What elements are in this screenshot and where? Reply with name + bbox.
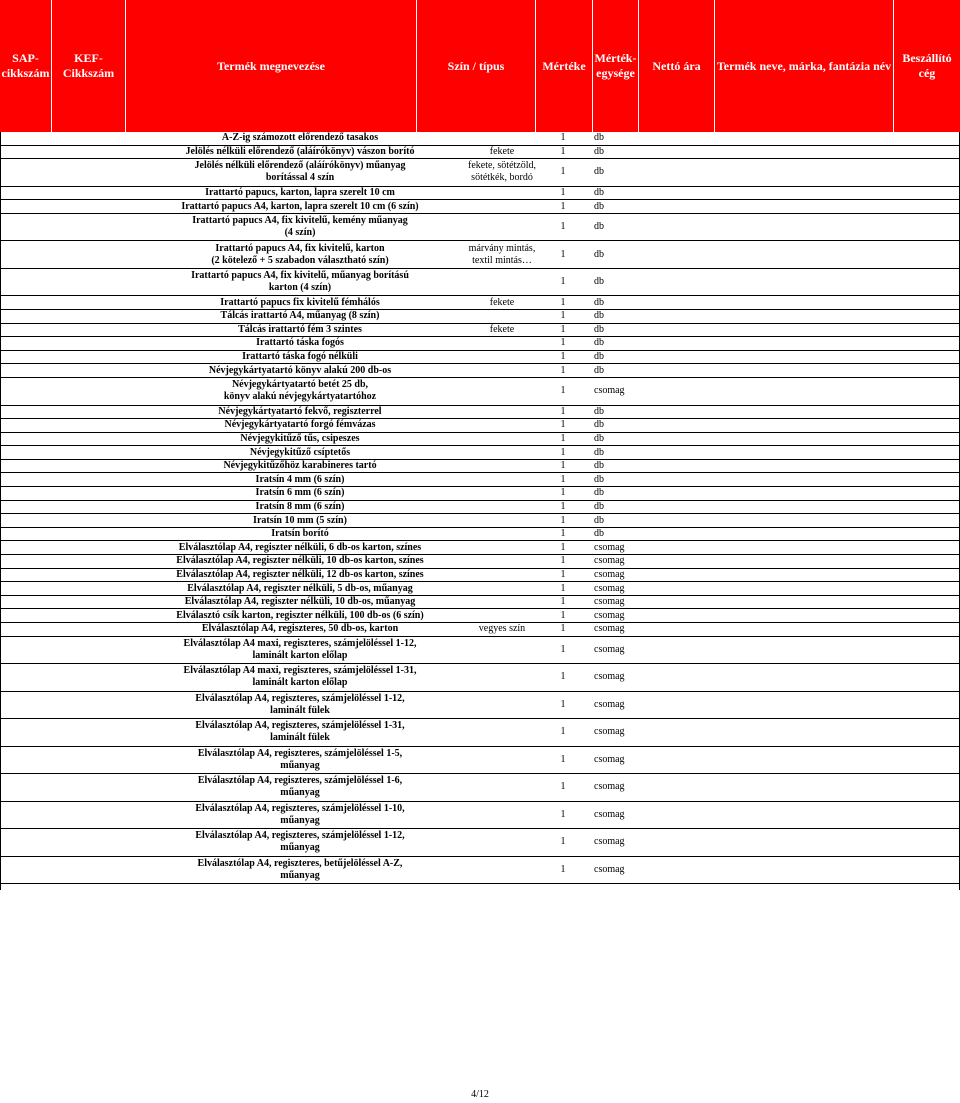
- table-row: [0, 364, 960, 378]
- unit: db: [594, 528, 604, 540]
- color-type: [452, 596, 552, 609]
- table-row: [0, 501, 960, 515]
- product-name: Tálcás irattartó A4, műanyag (8 szín): [220, 310, 380, 322]
- product-name: Irattartó papucs fix kivitelű fémhálós: [220, 296, 380, 308]
- table-row: [0, 829, 960, 857]
- unit: csomag: [594, 671, 625, 683]
- unit: db: [594, 473, 604, 485]
- color-type: [452, 474, 552, 487]
- color-type: [452, 200, 552, 213]
- unit: db: [594, 500, 604, 512]
- unit: db: [594, 351, 604, 363]
- product-name: Iratsín 8 mm (6 szín): [255, 500, 345, 512]
- quantity: 1: [560, 753, 566, 765]
- header-net-price: Nettó ára: [652, 58, 701, 73]
- table-row: [0, 555, 960, 569]
- quantity: 1: [560, 609, 566, 621]
- color-type: [452, 310, 552, 323]
- product-name: Elválasztólap A4, regiszteres, 50 db-os, karton: [201, 623, 399, 635]
- table-row: [0, 528, 960, 542]
- quantity: 1: [560, 528, 566, 540]
- header-quantity: Mértéke: [542, 58, 586, 73]
- color-type: [452, 132, 552, 145]
- table-row: [0, 187, 960, 201]
- quantity: 1: [560, 337, 566, 349]
- color-type: [452, 406, 552, 419]
- table-body: [0, 132, 960, 890]
- color-type: [452, 501, 552, 514]
- product-name: Elválasztólap A4 maxi, regiszteres, számjelöléssel 1-31, laminált karton előlap: [183, 665, 417, 689]
- unit: csomag: [594, 726, 625, 738]
- color-type: [452, 857, 552, 884]
- quantity: 1: [560, 221, 566, 233]
- unit: db: [594, 487, 604, 499]
- unit: db: [594, 310, 604, 322]
- quantity: 1: [560, 500, 566, 512]
- product-name: Irattartó papucs A4, fix kivitelű, kemény műanyag (4 szín): [192, 215, 408, 239]
- product-name: Elválasztólap A4, regiszter nélküli, 5 db-os, műanyag: [187, 582, 413, 594]
- header-color-type: Szín / típus: [447, 58, 505, 73]
- product-name: Névjegykitűző csíptetős: [249, 446, 351, 458]
- unit: csomag: [594, 836, 625, 848]
- quantity: 1: [560, 186, 566, 198]
- table-row: [0, 310, 960, 324]
- table-row: [0, 200, 960, 214]
- color-type: [452, 528, 552, 541]
- product-name: Iratsín borító: [271, 528, 329, 540]
- quantity: 1: [560, 541, 566, 553]
- unit: csomag: [594, 753, 625, 765]
- table-row: [0, 296, 960, 310]
- product-name: Névjegykártyatartó fekvő, regiszterrel: [218, 405, 382, 417]
- table-row: [0, 664, 960, 692]
- product-name: Elválasztólap A4, regiszteres, számjelöléssel 1-31, laminált fülek: [195, 720, 405, 744]
- quantity: 1: [560, 132, 566, 144]
- product-name: Irattartó táska fogós: [256, 337, 344, 349]
- unit: db: [594, 432, 604, 444]
- table-row: [0, 747, 960, 775]
- color-type: márvány mintás, textil mintás…: [468, 242, 536, 266]
- product-name: A-Z-ig számozott előrendező tasakos: [221, 132, 379, 144]
- color-type: [452, 337, 552, 350]
- color-type: fekete, sötétzöld, sötétkék, bordó: [467, 160, 537, 184]
- quantity: 1: [560, 781, 566, 793]
- table-row: [0, 419, 960, 433]
- unit: db: [594, 296, 604, 308]
- table-row: [0, 596, 960, 610]
- product-name: Jelölés nélküli előrendező (aláírókönyv) vászon borító: [185, 145, 415, 157]
- header-kef-code: KEF- Cikkszám: [62, 51, 115, 80]
- quantity: 1: [560, 555, 566, 567]
- table-row: [0, 146, 960, 160]
- quantity: 1: [560, 405, 566, 417]
- quantity: 1: [560, 568, 566, 580]
- unit: csomag: [594, 698, 625, 710]
- unit: csomag: [594, 623, 625, 635]
- unit: csomag: [594, 643, 625, 655]
- table-header: [0, 0, 960, 132]
- quantity: 1: [560, 419, 566, 431]
- product-name: Jelölés nélküli előrendező (aláírókönyv) műanyag borítással 4 szín: [194, 160, 406, 184]
- color-type: [452, 637, 552, 664]
- quantity: 1: [560, 487, 566, 499]
- color-type: [452, 555, 552, 568]
- color-type: [452, 214, 552, 241]
- table-row: [0, 514, 960, 528]
- color-type: [452, 610, 552, 623]
- page-number: 4/12: [471, 1089, 489, 1100]
- product-name: Elválasztólap A4, regiszter nélküli, 6 db-os karton, színes: [178, 541, 422, 553]
- color-type: [452, 692, 552, 719]
- color-type: [452, 514, 552, 527]
- quantity: 1: [560, 582, 566, 594]
- product-name: Névjegykitűzőhöz karabineres tartó: [223, 460, 377, 472]
- table-row: [0, 433, 960, 447]
- color-type: [452, 774, 552, 801]
- product-name: Elválasztólap A4, regiszter nélküli, 12 db-os karton, színes: [176, 568, 424, 580]
- product-name: Iratsín 4 mm (6 szín): [255, 473, 345, 485]
- unit: csomag: [594, 808, 625, 820]
- product-name: Irattartó papucs A4, karton, lapra szerelt 10 cm (6 szín): [181, 200, 419, 212]
- color-type: vegyes szín: [478, 623, 526, 635]
- product-name: Elválasztólap A4, regiszteres, számjelöléssel 1-6, műanyag: [197, 775, 403, 799]
- unit: db: [594, 132, 604, 144]
- quantity: 1: [560, 296, 566, 308]
- unit: db: [594, 186, 604, 198]
- table-row: [0, 857, 960, 885]
- color-type: [452, 582, 552, 595]
- quantity: 1: [560, 596, 566, 608]
- unit: db: [594, 514, 604, 526]
- table-row: [0, 637, 960, 665]
- product-name: Irattartó papucs, karton, lapra szerelt 10 cm: [205, 186, 395, 198]
- table-row: [0, 692, 960, 720]
- table-row: [0, 132, 960, 146]
- quantity: 1: [560, 145, 566, 157]
- unit: csomag: [594, 609, 625, 621]
- unit: db: [594, 145, 604, 157]
- quantity: 1: [560, 836, 566, 848]
- table-row: [0, 406, 960, 420]
- color-type: [452, 419, 552, 432]
- quantity: 1: [560, 671, 566, 683]
- table-row: [0, 569, 960, 583]
- table-row: [0, 351, 960, 365]
- color-type: [452, 487, 552, 500]
- table-row: [0, 610, 960, 624]
- table-row: [0, 542, 960, 556]
- quantity: 1: [560, 248, 566, 260]
- table-row: [0, 269, 960, 297]
- header-unit: Mérték- egysége: [594, 51, 637, 80]
- product-name: Névjegykártyatartó betét 25 db, könyv alakú névjegykártyatartóhoz: [223, 379, 377, 403]
- table-row: [0, 582, 960, 596]
- product-name: Elválasztólap A4, regiszteres, számjelöléssel 1-10, műanyag: [195, 802, 405, 826]
- quantity: 1: [560, 276, 566, 288]
- color-type: [452, 542, 552, 555]
- table-row: [0, 487, 960, 501]
- product-name: Névjegykitűző tűs, csipeszes: [240, 432, 360, 444]
- quantity: 1: [560, 385, 566, 397]
- quantity: 1: [560, 643, 566, 655]
- unit: csomag: [594, 582, 625, 594]
- product-name: Iratsín 10 mm (5 szín): [253, 514, 347, 526]
- unit: db: [594, 248, 604, 260]
- unit: csomag: [594, 385, 625, 397]
- table-row: [0, 446, 960, 460]
- table-row: [0, 774, 960, 802]
- unit: db: [594, 323, 604, 335]
- color-type: [452, 460, 552, 473]
- color-type: [452, 747, 552, 774]
- header-sap-code: SAP- cikkszám: [1, 51, 50, 80]
- color-type: [452, 569, 552, 582]
- product-name: Elválasztólap A4, regiszteres, számjelöléssel 1-12, műanyag: [195, 830, 405, 854]
- product-name: Iratsín 6 mm (6 szín): [255, 487, 345, 499]
- color-type: [452, 269, 552, 296]
- quantity: 1: [560, 514, 566, 526]
- unit: csomag: [594, 596, 625, 608]
- header-supplier: Beszállító cég: [902, 51, 952, 80]
- unit: db: [594, 200, 604, 212]
- unit: db: [594, 337, 604, 349]
- quantity: 1: [560, 863, 566, 875]
- quantity: 1: [560, 460, 566, 472]
- quantity: 1: [560, 351, 566, 363]
- color-type: [452, 351, 552, 364]
- product-name: Irattartó papucs A4, fix kivitelű, karton (2 kötelező + 5 szabadon választható szín): [211, 242, 389, 266]
- color-type: [452, 802, 552, 829]
- unit: csomag: [594, 863, 625, 875]
- table-row: [0, 460, 960, 474]
- unit: csomag: [594, 555, 625, 567]
- quantity: 1: [560, 726, 566, 738]
- quantity: 1: [560, 623, 566, 635]
- product-name: Névjegykártyatartó könyv alakú 200 db-os: [208, 364, 392, 376]
- table-row: [0, 474, 960, 488]
- table-row: [0, 324, 960, 338]
- header-product-name: Termék megnevezése: [217, 58, 325, 73]
- quantity: 1: [560, 698, 566, 710]
- product-name: Irattartó papucs A4, fix kivitelű, műanyag borítású karton (4 szín): [191, 270, 409, 294]
- unit: db: [594, 460, 604, 472]
- unit: db: [594, 166, 604, 178]
- product-name: Irattartó táska fogó nélküli: [242, 351, 358, 363]
- unit: db: [594, 221, 604, 233]
- color-type: fekete: [489, 323, 515, 335]
- quantity: 1: [560, 432, 566, 444]
- product-name: Elválasztó csík karton, regiszter nélküli, 100 db-os (6 szín): [176, 609, 424, 621]
- quantity: 1: [560, 166, 566, 178]
- product-name: Elválasztólap A4, regiszteres, betűjelöléssel A-Z, műanyag: [197, 857, 403, 881]
- color-type: [452, 446, 552, 459]
- product-name: Tálcás irattartó fém 3 szintes: [238, 323, 362, 335]
- table-row: [0, 378, 960, 406]
- table-row: [0, 802, 960, 830]
- product-name: Névjegykártyatartó forgó fémvázas: [224, 419, 376, 431]
- product-name: Elválasztólap A4, regiszteres, számjelöléssel 1-12, laminált fülek: [195, 692, 405, 716]
- unit: db: [594, 364, 604, 376]
- quantity: 1: [560, 323, 566, 335]
- quantity: 1: [560, 364, 566, 376]
- unit: db: [594, 419, 604, 431]
- color-type: [452, 664, 552, 691]
- table-row: [0, 241, 960, 269]
- table-row: [0, 214, 960, 242]
- product-name: Elválasztólap A4, regiszter nélküli, 10 db-os karton, színes: [176, 555, 424, 567]
- quantity: 1: [560, 808, 566, 820]
- unit: db: [594, 446, 604, 458]
- product-name: Elválasztólap A4, regiszteres, számjelöléssel 1-5, műanyag: [197, 747, 403, 771]
- unit: csomag: [594, 568, 625, 580]
- product-name: Elválasztólap A4, regiszter nélküli, 10 db-os, műanyag: [184, 596, 416, 608]
- unit: db: [594, 405, 604, 417]
- color-type: [452, 719, 552, 746]
- color-type: [452, 378, 552, 405]
- color-type: [452, 829, 552, 856]
- header-brand: Termék neve, márka, fantázia név: [716, 58, 892, 73]
- quantity: 1: [560, 310, 566, 322]
- table-row: [0, 623, 960, 637]
- color-type: fekete: [489, 296, 515, 308]
- quantity: 1: [560, 473, 566, 485]
- color-type: [452, 187, 552, 200]
- unit: csomag: [594, 781, 625, 793]
- unit: db: [594, 276, 604, 288]
- color-type: fekete: [489, 145, 515, 157]
- color-type: [452, 364, 552, 377]
- unit: csomag: [594, 541, 625, 553]
- table-row: [0, 337, 960, 351]
- table-row: [0, 719, 960, 747]
- table-row: [0, 159, 960, 187]
- product-name: Elválasztólap A4 maxi, regiszteres, számjelöléssel 1-12, laminált karton előlap: [183, 637, 417, 661]
- quantity: 1: [560, 200, 566, 212]
- quantity: 1: [560, 446, 566, 458]
- color-type: [452, 433, 552, 446]
